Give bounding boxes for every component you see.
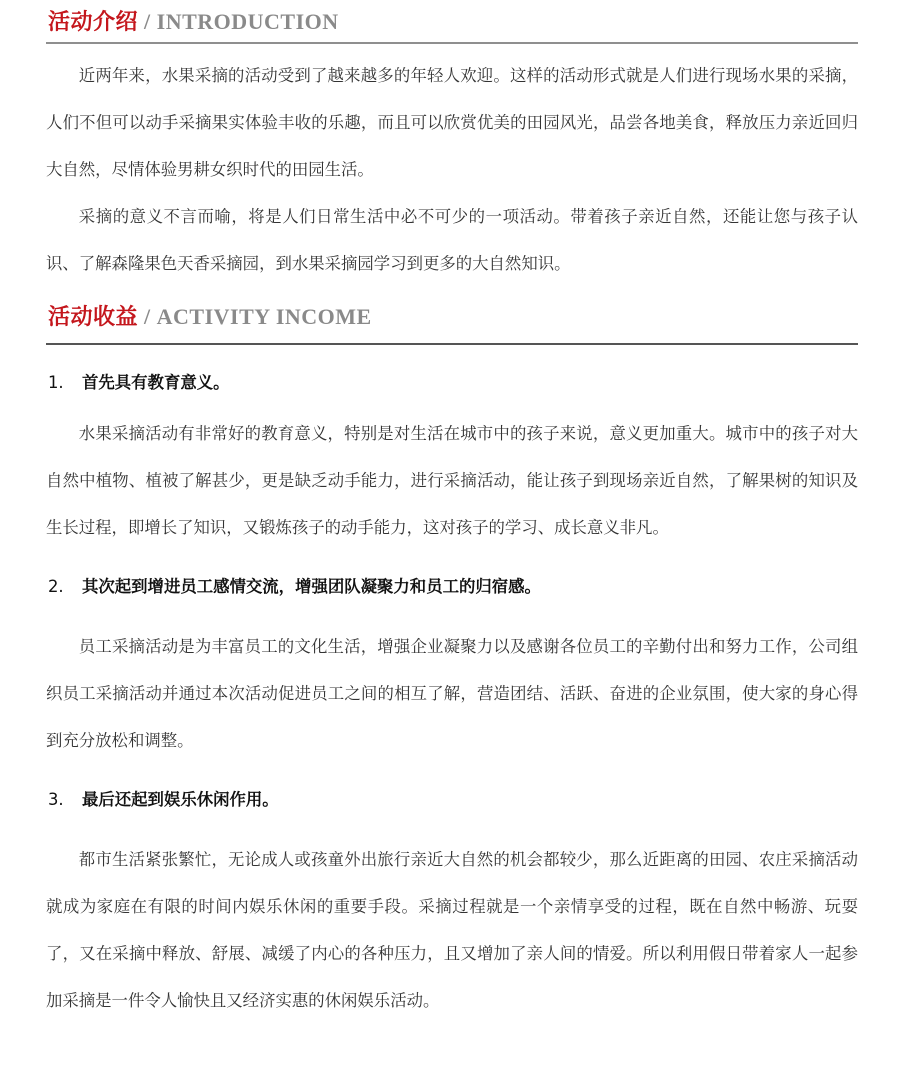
article: [46, 0, 858, 1024]
benefit-number: 2.: [48, 577, 64, 596]
benefit-heading: [46, 359, 858, 407]
benefit-heading: [46, 563, 858, 611]
section-title: [48, 300, 372, 331]
benefit-number: 1.: [48, 373, 64, 392]
intro-paragraph: 近两年来，水果采摘的活动受到了越来越多的年轻人欢迎。这样的活动形式就是人们进行现场水果的采摘，人们不但可以动手采摘果实体验丰收的乐趣，而且可以欣赏优美的田园风光，品尝各地美食，释放压力亲近回归大自然，尽情体验男耕女织时代的田园生活。: [46, 66, 858, 179]
intro-paragraph: 采摘的意义不言而喻，将是人们日常生活中必不可少的一项活动。带着孩子亲近自然，还能让您与孩子认识、了解森隆果色天香采摘园，到水果采摘园学习到更多的大自然知识。: [46, 207, 858, 273]
section-title-en: / INTRODUCTION: [138, 9, 339, 34]
section-title-zh: 活动收益: [48, 305, 139, 330]
benefit-heading: [46, 776, 858, 824]
benefit-title: 首先具有教育意义。: [82, 373, 230, 392]
section-header-introduction: [46, 0, 858, 44]
benefit-title: 其次起到增进员工感情交流，增强团队凝聚力和员工的归宿感。: [82, 577, 541, 596]
benefit-number: 3.: [48, 790, 64, 809]
section-header-activity-income: [46, 287, 858, 345]
section-title-en: / ACTIVITY INCOME: [138, 304, 372, 329]
benefit-paragraph: 水果采摘活动有非常好的教育意义，特别是对生活在城市中的孩子来说，意义更加重大。城市中的孩子对大自然中植物、植被了解甚少，更是缺乏动手能力，进行采摘活动，能让孩子到现场亲近自然，了解果树的知识及生长过程，即增长了知识，又锻炼孩子的动手能力，这对孩子的学习、成长意义非凡。: [46, 424, 858, 537]
benefit-paragraph: 都市生活紧张繁忙，无论成人或孩童外出旅行亲近大自然的机会都较少，那么近距离的田园、农庄采摘活动就成为家庭在有限的时间内娱乐休闲的重要手段。采摘过程就是一个亲情享受的过程，既在自然中畅游、玩耍了，又在采摘中释放、舒展、减缓了内心的各种压力，且又增加了亲人间的情爱。所以利用假日带着家人一起参加采摘是一件令人愉快且又经济实惠的休闲娱乐活动。: [46, 850, 858, 1010]
benefit-paragraph: 员工采摘活动是为丰富员工的文化生活，增强企业凝聚力以及感谢各位员工的辛勤付出和努力工作，公司组织员工采摘活动并通过本次活动促进员工之间的相互了解，营造团结、活跃、奋进的企业氛围，使大家的身心得到充分放松和调整。: [46, 637, 858, 750]
benefit-title: 最后还起到娱乐休闲作用。: [82, 790, 279, 809]
section-title-zh: 活动介绍: [48, 10, 139, 35]
section-title: [48, 5, 339, 36]
